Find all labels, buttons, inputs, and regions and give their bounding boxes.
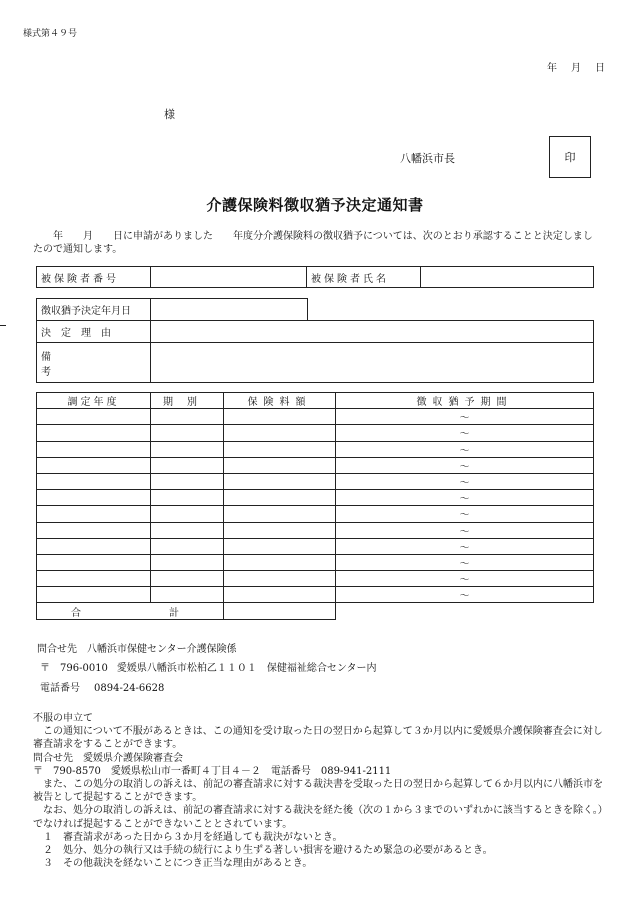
deferral-period-cell: ～ xyxy=(336,409,594,425)
appeal-paragraph-3: なお、処分の取消しの訴えは、前記の審査請求に対する裁決を経た後（次の１から３までのいずれかに該当するときを除く。）でなければ提起することができないこととされています。 xyxy=(33,805,603,830)
appeal-item-1: １ 審査請求があった日から３か月を経過しても裁決がないとき。 xyxy=(33,831,343,843)
period-header-row xyxy=(37,393,594,409)
deferral-period-cell: ～ xyxy=(336,441,594,457)
insured-name-label: 被保険者氏名 xyxy=(307,267,421,288)
premium-amount-cell xyxy=(224,506,336,522)
installment-cell xyxy=(151,457,224,473)
deferral-period-cell: ～ xyxy=(336,506,594,522)
total-label xyxy=(37,603,224,619)
fiscal-year-cell xyxy=(37,490,151,506)
period-row xyxy=(37,425,594,441)
fiscal-year-cell xyxy=(37,425,151,441)
installment-cell xyxy=(151,473,224,489)
total-value xyxy=(224,603,336,619)
period-row xyxy=(37,490,594,506)
total-label-left: 合 xyxy=(71,607,81,619)
premium-amount-cell xyxy=(224,538,336,554)
premium-amount-cell xyxy=(224,571,336,587)
remarks-label: 備考 xyxy=(37,343,151,383)
fiscal-year-cell xyxy=(37,554,151,570)
seal-box xyxy=(549,136,591,178)
premium-amount-cell xyxy=(224,554,336,570)
deferral-period-cell: ～ xyxy=(336,473,594,489)
contact-address: 愛媛県八幡浜市松柏乙１１０１ 保健福祉総合センター内 xyxy=(116,663,377,674)
total-row xyxy=(37,603,594,619)
installment-cell xyxy=(151,538,224,554)
header-premium-amount: 保険料額 xyxy=(224,393,336,409)
period-row xyxy=(37,587,594,603)
phone-label: 電話番号 xyxy=(40,683,80,694)
deferral-period-cell: ～ xyxy=(336,538,594,554)
installment-cell xyxy=(151,506,224,522)
fiscal-year-cell xyxy=(37,506,151,522)
premium-amount-cell xyxy=(224,490,336,506)
appeal-notes xyxy=(33,712,603,870)
header-deferral-period: 徴収猶予期間 xyxy=(336,393,594,409)
fiscal-year-cell xyxy=(37,571,151,587)
fiscal-year-cell xyxy=(37,538,151,554)
installment-cell xyxy=(151,425,224,441)
insured-number-value xyxy=(151,267,307,288)
installment-cell xyxy=(151,554,224,570)
margin-tick xyxy=(0,325,6,326)
deferral-period-cell: ～ xyxy=(336,457,594,473)
document-title: 介護保険料徴収猶予決定通知書 xyxy=(206,196,424,214)
form-number: 様式第４９号 xyxy=(23,29,78,39)
appeal-contact-line: 問合せ先 愛媛県介護保険審査会 xyxy=(33,752,183,764)
fiscal-year-cell xyxy=(37,457,151,473)
premium-amount-cell xyxy=(224,473,336,489)
fiscal-year-cell xyxy=(37,522,151,538)
fiscal-year-cell xyxy=(37,587,151,603)
deferral-period-cell: ～ xyxy=(336,490,594,506)
fiscal-year-cell xyxy=(37,409,151,425)
fiscal-year-cell xyxy=(37,473,151,489)
contact-label: 問合せ先 xyxy=(37,644,77,655)
deferral-period-cell: ～ xyxy=(336,425,594,441)
contact-office: 八幡浜市保健センター介護保険係 xyxy=(87,644,237,655)
phone-number: 0894-24-6628 xyxy=(94,683,165,694)
period-row xyxy=(37,473,594,489)
decision-date-value xyxy=(151,299,308,321)
premium-amount-cell xyxy=(224,441,336,457)
seal-label: 印 xyxy=(564,151,576,164)
deferral-period-cell: ～ xyxy=(336,554,594,570)
postal-code: 796-0010 xyxy=(60,663,108,674)
premium-amount-cell xyxy=(224,425,336,441)
deferral-period-cell: ～ xyxy=(336,587,594,603)
premium-amount-cell xyxy=(224,522,336,538)
appeal-paragraph-2: また、この処分の取消しの訴えは、前記の審査請求に対する裁決書を受取った日の翌日から起算して６か月以内に八幡浜市を被告として提起することができます。 xyxy=(33,779,603,804)
appeal-item-2: ２ 処分、処分の執行又は手続の続行により生ずる著しい損害を避けるため緊急の必要があるとき。 xyxy=(33,845,493,857)
installment-cell xyxy=(151,587,224,603)
appeal-paragraph-1: この通知について不服があるときは、この通知を受け取った日の翌日から起算して３か月以内に愛媛県介護保険審査会に対し審査請求をすることができます。 xyxy=(33,726,603,751)
installment-cell xyxy=(151,490,224,506)
date-line: 年 月 日 xyxy=(547,63,607,74)
postal-mark: 〒 xyxy=(40,663,50,674)
deferral-period-cell: ～ xyxy=(336,571,594,587)
period-row xyxy=(37,522,594,538)
appeal-item-3: ３ その他裁決を経ないことにつき正当な理由があるとき。 xyxy=(33,858,313,870)
period-row xyxy=(37,409,594,425)
deferral-period-cell: ～ xyxy=(336,522,594,538)
appeal-address-line: 〒 790-8570 愛媛県松山市一番町４丁目４－２ 電話番号 089-941-2111 xyxy=(33,765,392,777)
intro-text: 年 月 日に申請がありました 年度分介護保険料の徴収猶予については、次のとおり承認することと決定しましたので通知します。 xyxy=(33,231,593,255)
installment-cell xyxy=(151,441,224,457)
decision-date-label: 徴収猶予決定年月日 xyxy=(37,299,151,321)
period-row xyxy=(37,554,594,570)
decision-reason-label: 決定理由 xyxy=(37,321,151,343)
period-row xyxy=(37,571,594,587)
premium-amount-cell xyxy=(224,587,336,603)
total-label-right: 計 xyxy=(169,607,179,619)
fiscal-year-cell xyxy=(37,441,151,457)
remarks-value xyxy=(151,343,594,383)
period-row xyxy=(37,506,594,522)
total-empty-cell xyxy=(336,603,594,619)
appeal-heading: 不服の申立て xyxy=(33,713,93,724)
installment-cell xyxy=(151,571,224,587)
insured-table xyxy=(36,266,594,288)
period-row xyxy=(37,457,594,473)
installment-cell xyxy=(151,522,224,538)
premium-amount-cell xyxy=(224,409,336,425)
addressee-suffix: 様 xyxy=(164,108,175,121)
insured-number-label: 被保険者番号 xyxy=(37,267,151,288)
period-row xyxy=(37,538,594,554)
period-table xyxy=(36,392,594,620)
header-installment: 期別 xyxy=(151,393,224,409)
installment-cell xyxy=(151,409,224,425)
decision-reason-value xyxy=(151,321,594,343)
premium-amount-cell xyxy=(224,457,336,473)
issuer-name: 八幡浜市長 xyxy=(400,152,455,165)
header-fiscal-year: 調定年度 xyxy=(37,393,151,409)
insured-name-value xyxy=(421,267,594,288)
period-row xyxy=(37,441,594,457)
